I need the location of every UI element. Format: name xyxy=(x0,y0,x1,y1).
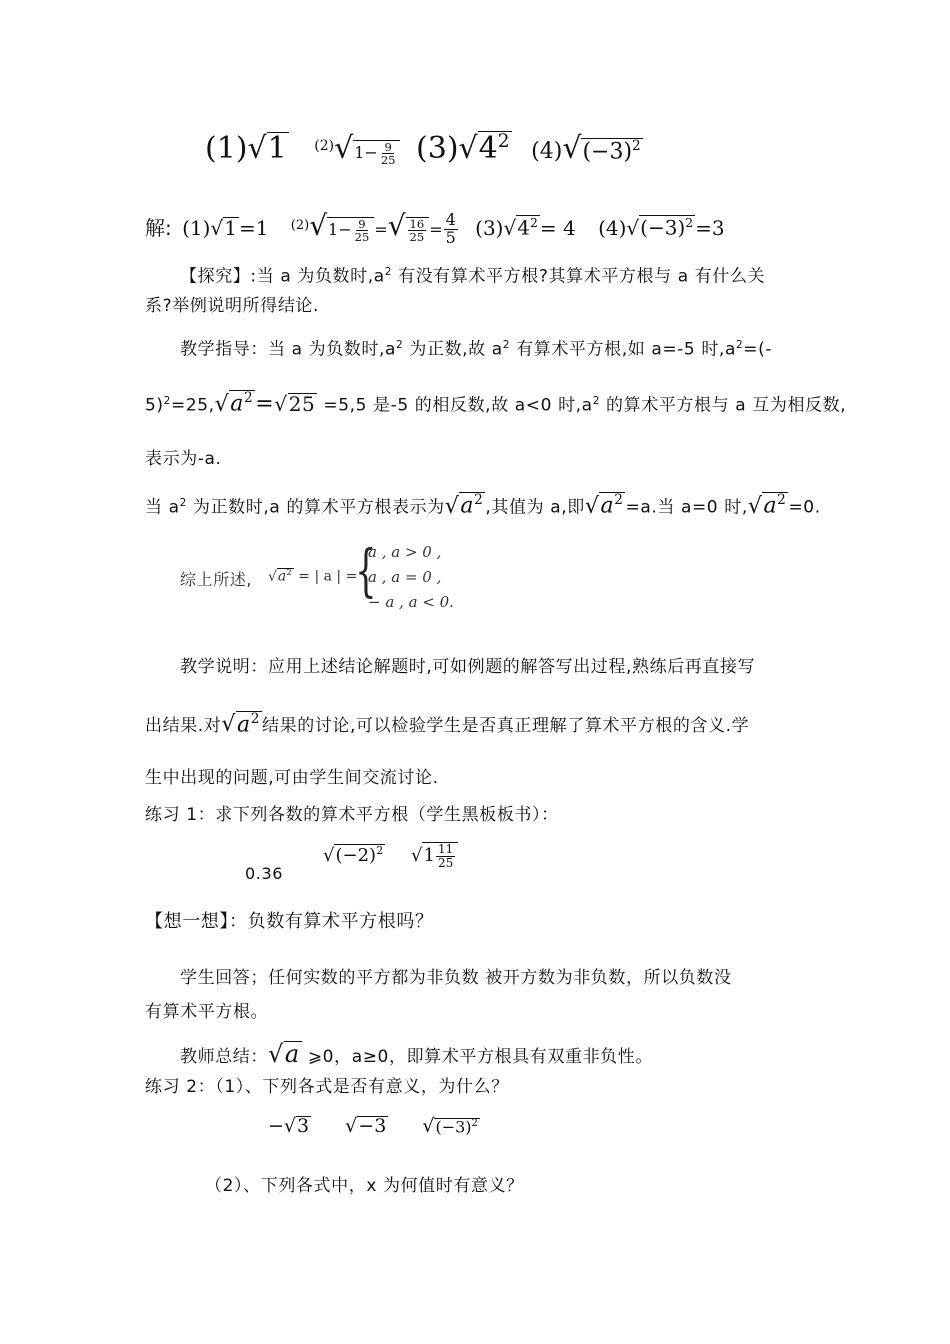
guide-text-a: 教学指导：当 a 为负数时,a xyxy=(180,339,397,360)
guide-text-b: 为正数,故 a xyxy=(403,339,503,360)
exercise-2-denominator: 25 xyxy=(380,153,396,167)
positive-sup: 2 xyxy=(179,497,187,509)
solution-3-result: = 4 xyxy=(539,216,576,240)
practice-2-expressions xyxy=(268,1108,480,1145)
solution-2-sqrt-b: √ $\frac{16}{25}$ xyxy=(388,206,430,250)
exercise-row xyxy=(205,126,643,173)
positive-sqrt-1-base: a xyxy=(460,493,475,519)
practice-1-item-1: 0.36 xyxy=(245,864,284,883)
guide-l2-sup: 2 xyxy=(163,395,171,407)
positive-sqrt-3-exp: 2 xyxy=(777,492,787,509)
practice-1-item-2-base: (−2) xyxy=(335,845,377,866)
teaching-note-line-1: 教学说明：应用上述结论解题时,可如例题的解答写出过程,熟练后再直接写 xyxy=(180,657,756,677)
guide-sqrt-a2-exp: 2 xyxy=(244,390,254,407)
positive-sqrt-2-base: a xyxy=(600,493,615,519)
solution-2-sqrt-a: √1− $\frac{9}{25}$ xyxy=(309,206,374,250)
teaching-note-line-3: 生中出现的问题,可由学生间交流讨论. xyxy=(145,768,439,788)
solution-2-numerator-c: 4 xyxy=(445,210,456,230)
guide-text-c: 有算术平方根,如 a=-5 时,a xyxy=(510,339,736,360)
exercise-2-fraction xyxy=(379,141,398,166)
solution-3-sqrt: $√4^2$ xyxy=(503,215,538,240)
practice-2-expr-2: √−3 xyxy=(345,1115,387,1137)
positive-sqrt-2-exp: 2 xyxy=(614,492,624,509)
practice-2-expr-3-exp: 2 xyxy=(471,1117,478,1129)
solution-2-denominator-c: 5 xyxy=(445,228,456,247)
summary-formula: $√a^2$ = | a | = xyxy=(268,568,358,585)
positive-sqrt-2: $√a^2$ xyxy=(584,492,624,519)
think-heading: 【想一想】：负数有算术平方根吗？ xyxy=(145,911,434,932)
practice-1-items xyxy=(245,838,545,888)
positive-text-d: =a.当 a=0 时, xyxy=(625,497,748,518)
positive-line xyxy=(145,486,821,525)
positive-text-c: ,其值为 a,即 xyxy=(485,497,585,518)
guide-sqrt-a2-base: a xyxy=(230,391,244,417)
guide-line-2 xyxy=(145,384,846,423)
solution-2-one: 1− xyxy=(328,220,352,239)
teacher-summary-sqrt: √a xyxy=(268,1040,300,1068)
summary-sqrt-exp: 2 xyxy=(286,568,292,578)
practice-2-title: 练习 2：（1）、下列各式是否有意义，为什么？ xyxy=(145,1077,509,1097)
practice-1-item-3: √1 $\frac{11}{25}$ xyxy=(411,842,458,869)
teacher-summary-text: ⩾0，a≥0，即算术平方根具有双重非负性。 xyxy=(301,1047,653,1067)
practice-1-item-2: $√(-2)^2$ xyxy=(323,844,384,866)
teacher-summary xyxy=(180,1036,653,1075)
solution-2-fraction-b xyxy=(408,218,427,243)
guide-l2-text-a: 5) xyxy=(145,395,164,416)
teaching-note-text-b: 结果的讨论,可以检验学生是否真正理解了算术平方根的含义.学 xyxy=(262,716,750,736)
solution-3-base: 4 xyxy=(517,216,530,240)
practice-2-expr-3-base: (−3) xyxy=(435,1117,472,1136)
exercise-2-sqrt: √1− $\frac{9}{25}$ xyxy=(334,129,400,173)
solution-2-numerator-b: 16 xyxy=(409,216,425,231)
explore-line-2: 系?举例说明所得结论. xyxy=(145,296,320,316)
teaching-note-sqrt-base: a xyxy=(237,712,251,737)
positive-sqrt-1-exp: 2 xyxy=(474,492,484,509)
exercise-3-sqrt: $√4^2$ xyxy=(458,131,510,166)
cases-list xyxy=(368,540,454,615)
guide-line-3: 表示为-a. xyxy=(145,449,222,469)
solution-2-tag: (2) xyxy=(290,218,310,233)
solution-2-fraction-c xyxy=(444,212,458,247)
exercise-1-radicand: 1 xyxy=(267,131,287,166)
teacher-summary-label: 教师总结： xyxy=(180,1047,268,1067)
solution-row xyxy=(145,206,725,250)
solution-4-base: (−3) xyxy=(640,216,686,240)
positive-text-a: 当 a xyxy=(145,497,180,518)
practice-2-expr-3: $√(-3)^2$ xyxy=(422,1115,478,1137)
guide-l2-text-b: =25, xyxy=(170,395,215,416)
positive-text-b: 为正数时,a 的算术平方根表示为 xyxy=(186,497,445,518)
case-positive: a , a > 0 , xyxy=(368,543,442,561)
practice-2-expr-1-neg: − xyxy=(268,1115,284,1137)
practice-1-item-3-fraction xyxy=(436,843,455,869)
solution-label: 解: xyxy=(145,216,172,240)
summary-label: 综上所述, xyxy=(180,570,253,589)
exercise-2-tag: (2) xyxy=(314,138,335,154)
practice-1-item-3-num: 11 xyxy=(437,842,454,856)
exercise-4-exponent: 2 xyxy=(632,137,641,154)
positive-sqrt-3-base: a xyxy=(763,493,778,519)
solution-4-tag: (4) xyxy=(598,216,627,240)
solution-1-sqrt: √1 xyxy=(210,216,237,240)
exercise-3-base: 4 xyxy=(478,131,498,166)
solution-4-exponent: 2 xyxy=(685,215,694,231)
positive-text-e: =0. xyxy=(788,497,821,518)
summary-sqrt-base: a xyxy=(277,568,287,585)
explore-text-a: :当 a 为负数时,a xyxy=(250,266,385,287)
guide-sup-2: 2 xyxy=(502,339,511,351)
case-negative: − a , a < 0. xyxy=(368,593,454,611)
guide-sqrt-25: √25 xyxy=(274,391,316,416)
practice-2-sub-2: （2）、下列各式中，x 为何值时有意义？ xyxy=(205,1176,524,1196)
solution-2-denominator-a: 25 xyxy=(354,230,370,244)
cases-brace: { xyxy=(355,539,377,604)
solution-2-numerator-a: 9 xyxy=(358,216,366,231)
answer-line-1: 学生回答；任何实数的平方都为非负数 被开方数为非负数，所以负数没 xyxy=(180,968,732,988)
solution-2-denominator-b: 25 xyxy=(409,230,425,244)
summary-abs: = | a | = xyxy=(298,568,358,585)
practice-1-title: 练习 1：求下列各数的算术平方根（学生黑板板书）： xyxy=(145,805,559,825)
exercise-2-one: 1− xyxy=(354,143,378,162)
exercise-4-tag: (4) xyxy=(531,139,563,164)
solution-4-sqrt: $√(-3)^2$ xyxy=(626,215,694,240)
guide-l2-sup-2: 2 xyxy=(592,395,601,407)
answer-line-2: 有算术平方根。 xyxy=(145,1002,269,1022)
guide-line-1 xyxy=(180,333,772,362)
positive-sqrt-3: $√a^2$ xyxy=(747,492,787,519)
practice-1-item-3-den: 25 xyxy=(437,855,454,870)
teaching-note-text-a: 出结果.对 xyxy=(145,716,222,736)
solution-2-equals-a: = xyxy=(374,220,388,239)
exercise-1-sqrt: √1 xyxy=(247,131,287,166)
exercise-4-base: (−3) xyxy=(582,139,633,164)
guide-sqrt-a2: $√a^2$ xyxy=(214,390,254,417)
solution-2-fraction-a xyxy=(353,218,372,243)
teaching-note-sqrt-exp: 2 xyxy=(250,710,261,727)
case-zero: a , a = 0 , xyxy=(368,568,442,586)
teacher-summary-sqrt-base: a xyxy=(284,1040,300,1068)
solution-3-tag: (3) xyxy=(475,216,504,240)
guide-l2-text-c: =5,5 是-5 的相反数,故 a<0 时,a xyxy=(317,395,593,416)
exercise-1-tag: (1) xyxy=(205,131,248,166)
exercise-3-exponent: 2 xyxy=(497,131,510,152)
solution-1-radicand: 1 xyxy=(224,216,237,240)
solution-4-result: =3 xyxy=(695,216,725,240)
exercise-2-numerator: 9 xyxy=(384,139,392,154)
guide-equals: = xyxy=(255,391,275,417)
guide-text-d: =(- xyxy=(743,339,773,360)
exercise-4-sqrt: $√(-3)^2$ xyxy=(562,131,641,166)
exercise-3-tag: (3) xyxy=(416,131,459,166)
guide-sup-3: 2 xyxy=(735,339,744,351)
practice-2-expr-1-radicand: 3 xyxy=(297,1115,310,1137)
solution-3-exponent: 2 xyxy=(529,215,538,231)
guide-sqrt-25-radicand: 25 xyxy=(288,391,316,416)
explore-text-b: 有没有算术平方根?其算术平方根与 a 有什么关 xyxy=(392,266,766,287)
explore-sup: 2 xyxy=(384,266,393,278)
teaching-note-line-2 xyxy=(145,708,749,743)
practice-2-expr-2-radicand: −3 xyxy=(358,1115,387,1137)
positive-sqrt-1: $√a^2$ xyxy=(444,492,484,519)
practice-2-expr-1: −√3 xyxy=(268,1115,310,1137)
explore-line-1 xyxy=(180,260,765,289)
practice-1-item-3-whole: 1 xyxy=(423,845,435,867)
guide-l2-text-d: 的算术平方根与 a 互为相反数, xyxy=(600,395,847,416)
solution-1-tag: (1) xyxy=(182,216,211,240)
guide-sup-1: 2 xyxy=(396,339,404,351)
solution-2-equals-b: = xyxy=(429,220,443,239)
explore-heading: 【探究】 xyxy=(180,266,251,287)
practice-1-item-2-exp: 2 xyxy=(376,844,384,857)
solution-1-result: =1 xyxy=(238,216,269,240)
teaching-note-sqrt: $√a^2$ xyxy=(221,710,261,737)
